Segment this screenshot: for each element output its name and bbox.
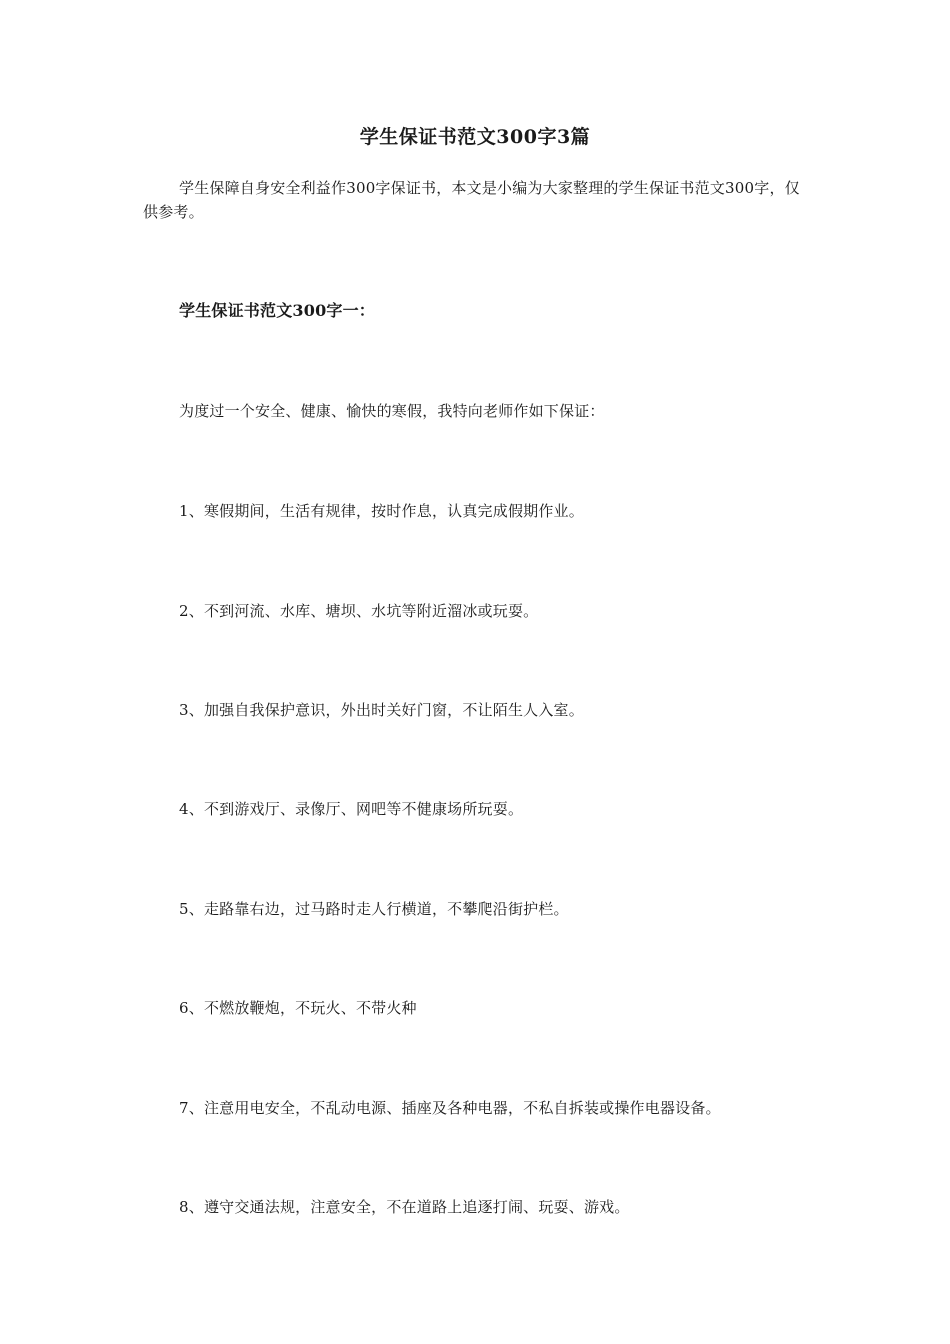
list-item: 7、注意用电安全，不乱动电源、插座及各种电器，不私自拆装或操作电器设备。 [179,1099,721,1117]
list-item: 5、走路靠右边，过马路时走人行横道，不攀爬沿街护栏。 [179,900,569,918]
document-title: 学生保证书范文300字3篇 [359,126,591,148]
lead-paragraph: 为度过一个安全、健康、愉快的寒假，我特向老师作如下保证： [179,402,605,420]
list-item: 3、加强自我保护意识，外出时关好门窗，不让陌生人入室。 [179,701,584,719]
list-item: 4、不到游戏厅、录像厅、网吧等不健康场所玩耍。 [179,800,524,818]
section-heading: 学生保证书范文300字一： [179,301,375,320]
list-item: 1、寒假期间，生活有规律，按时作息，认真完成假期作业。 [179,502,584,520]
list-item: 2、不到河流、水库、塘坝、水坑等附近溜冰或玩耍。 [179,602,539,620]
intro-paragraph: 学生保障自身安全利益作300字保证书，本文是小编为大家整理的学生保证书范文300字，仅供参考。 [143,179,800,221]
list-item: 6、不燃放鞭炮，不玩火、不带火种 [179,999,417,1017]
list-item: 8、遵守交通法规，注意安全，不在道路上追逐打闹、玩耍、游戏。 [179,1198,630,1216]
